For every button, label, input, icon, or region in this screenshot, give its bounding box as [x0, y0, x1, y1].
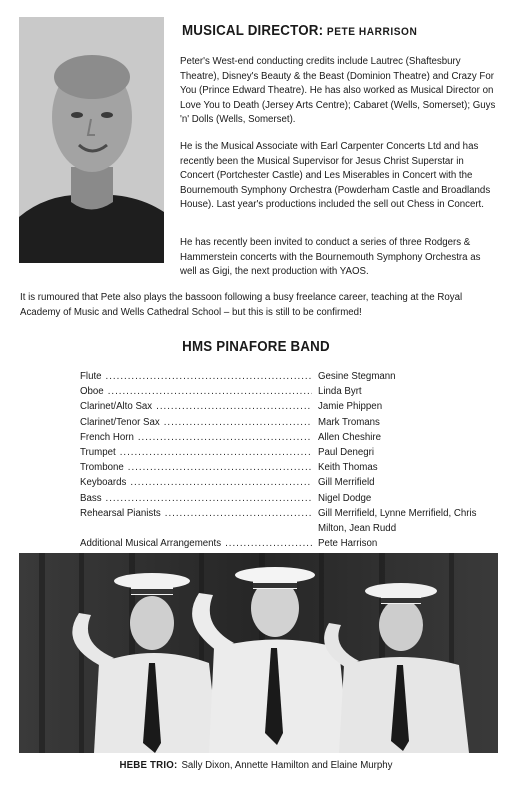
band-player: Gill Merrifield	[318, 477, 375, 489]
band-role: Additional Musical Arrangements	[80, 538, 222, 550]
band-role: Oboe	[80, 386, 104, 398]
band-role: Keyboards	[80, 477, 127, 489]
trio-illustration	[19, 553, 498, 753]
caption-label: HEBE TRIO:	[119, 760, 178, 771]
director-rumour: It is rumoured that Pete also plays the bassoon following a busy freelance career, teaching at the Royal Academy of Music and Wells Cathedral School – but this is still to be confirmed!	[20, 292, 463, 318]
band-player: Jamie Phippen	[318, 401, 383, 413]
band-row	[80, 536, 500, 551]
band-row	[80, 369, 500, 384]
band-role: Clarinet/Tenor Sax	[80, 416, 160, 428]
caption-names: Sally Dixon, Annette Hamilton and Elaine Murphy	[181, 760, 393, 771]
photo-caption	[0, 760, 512, 771]
band-row	[80, 399, 500, 414]
band-player: Paul Denegri	[318, 447, 375, 459]
director-heading	[182, 23, 417, 39]
band-player: Nigel Dodge	[318, 492, 372, 504]
portrait-illustration	[19, 17, 164, 263]
band-role: Trombone	[80, 462, 124, 474]
band-row	[80, 384, 500, 399]
band-list	[80, 369, 500, 551]
band-row	[80, 430, 500, 445]
band-row	[80, 506, 500, 536]
band-player: Gesine Stegmann	[318, 371, 396, 382]
band-role: Rehearsal Pianists	[80, 507, 161, 519]
hebe-trio-photo	[19, 553, 498, 753]
director-name: PETE HARRISON	[326, 26, 418, 38]
band-player: Allen Cheshire	[318, 431, 382, 443]
band-player: Mark Tromans	[318, 416, 380, 428]
band-role: Flute	[80, 371, 102, 382]
band-role: Trumpet	[80, 447, 116, 459]
band-row	[80, 415, 500, 430]
band-row	[80, 475, 500, 490]
director-portrait	[19, 17, 164, 263]
band-row	[80, 491, 500, 506]
band-player: Pete Harrison	[318, 538, 378, 550]
band-role: Bass	[80, 492, 102, 504]
director-heading-label: MUSICAL DIRECTOR:	[182, 23, 324, 39]
director-bio-paragraph: He is the Musical Associate with Earl Carpenter Concerts Ltd and has recently been the Musical Supervisor for Jesus Christ Superstar in Concert (Portchester Castle) and Les Miserables in Concert with the Bournemouth Symphony Orchestra (Powderham Castle and Broadlands House). Last year's productions included the sell out Chess in Concert.	[180, 141, 491, 210]
band-row	[80, 445, 500, 460]
band-title: HMS PINAFORE BAND	[182, 339, 330, 355]
band-player: Gill Merrifield, Lynne Merrifield, Chris Milton, Jean Rudd	[318, 507, 477, 535]
band-role: Clarinet/Alto Sax	[80, 401, 153, 413]
band-player: Linda Byrt	[318, 386, 362, 398]
director-bio-paragraph: He has recently been invited to conduct a series of three Rodgers & Hammerstein concerts with the Bournemouth Symphony Orchestra as well as Gigi, the next production with YAOS.	[180, 237, 481, 277]
band-player: Keith Thomas	[318, 462, 378, 474]
band-row	[80, 460, 500, 475]
director-bio-paragraph: Peter's West-end conducting credits include Lautrec (Shaftesbury Theatre), Disney's Beauty & the Beast (Dominion Theatre) and Crazy For You (Prince Edward Theatre). He has also worked as Musical Director on Love You to Death (Jersey Arts Centre); Cabaret (Wells, Somerset); Guys 'n' Dolls (Wells, Somerset).	[180, 56, 496, 125]
band-role: French Horn	[80, 431, 134, 443]
